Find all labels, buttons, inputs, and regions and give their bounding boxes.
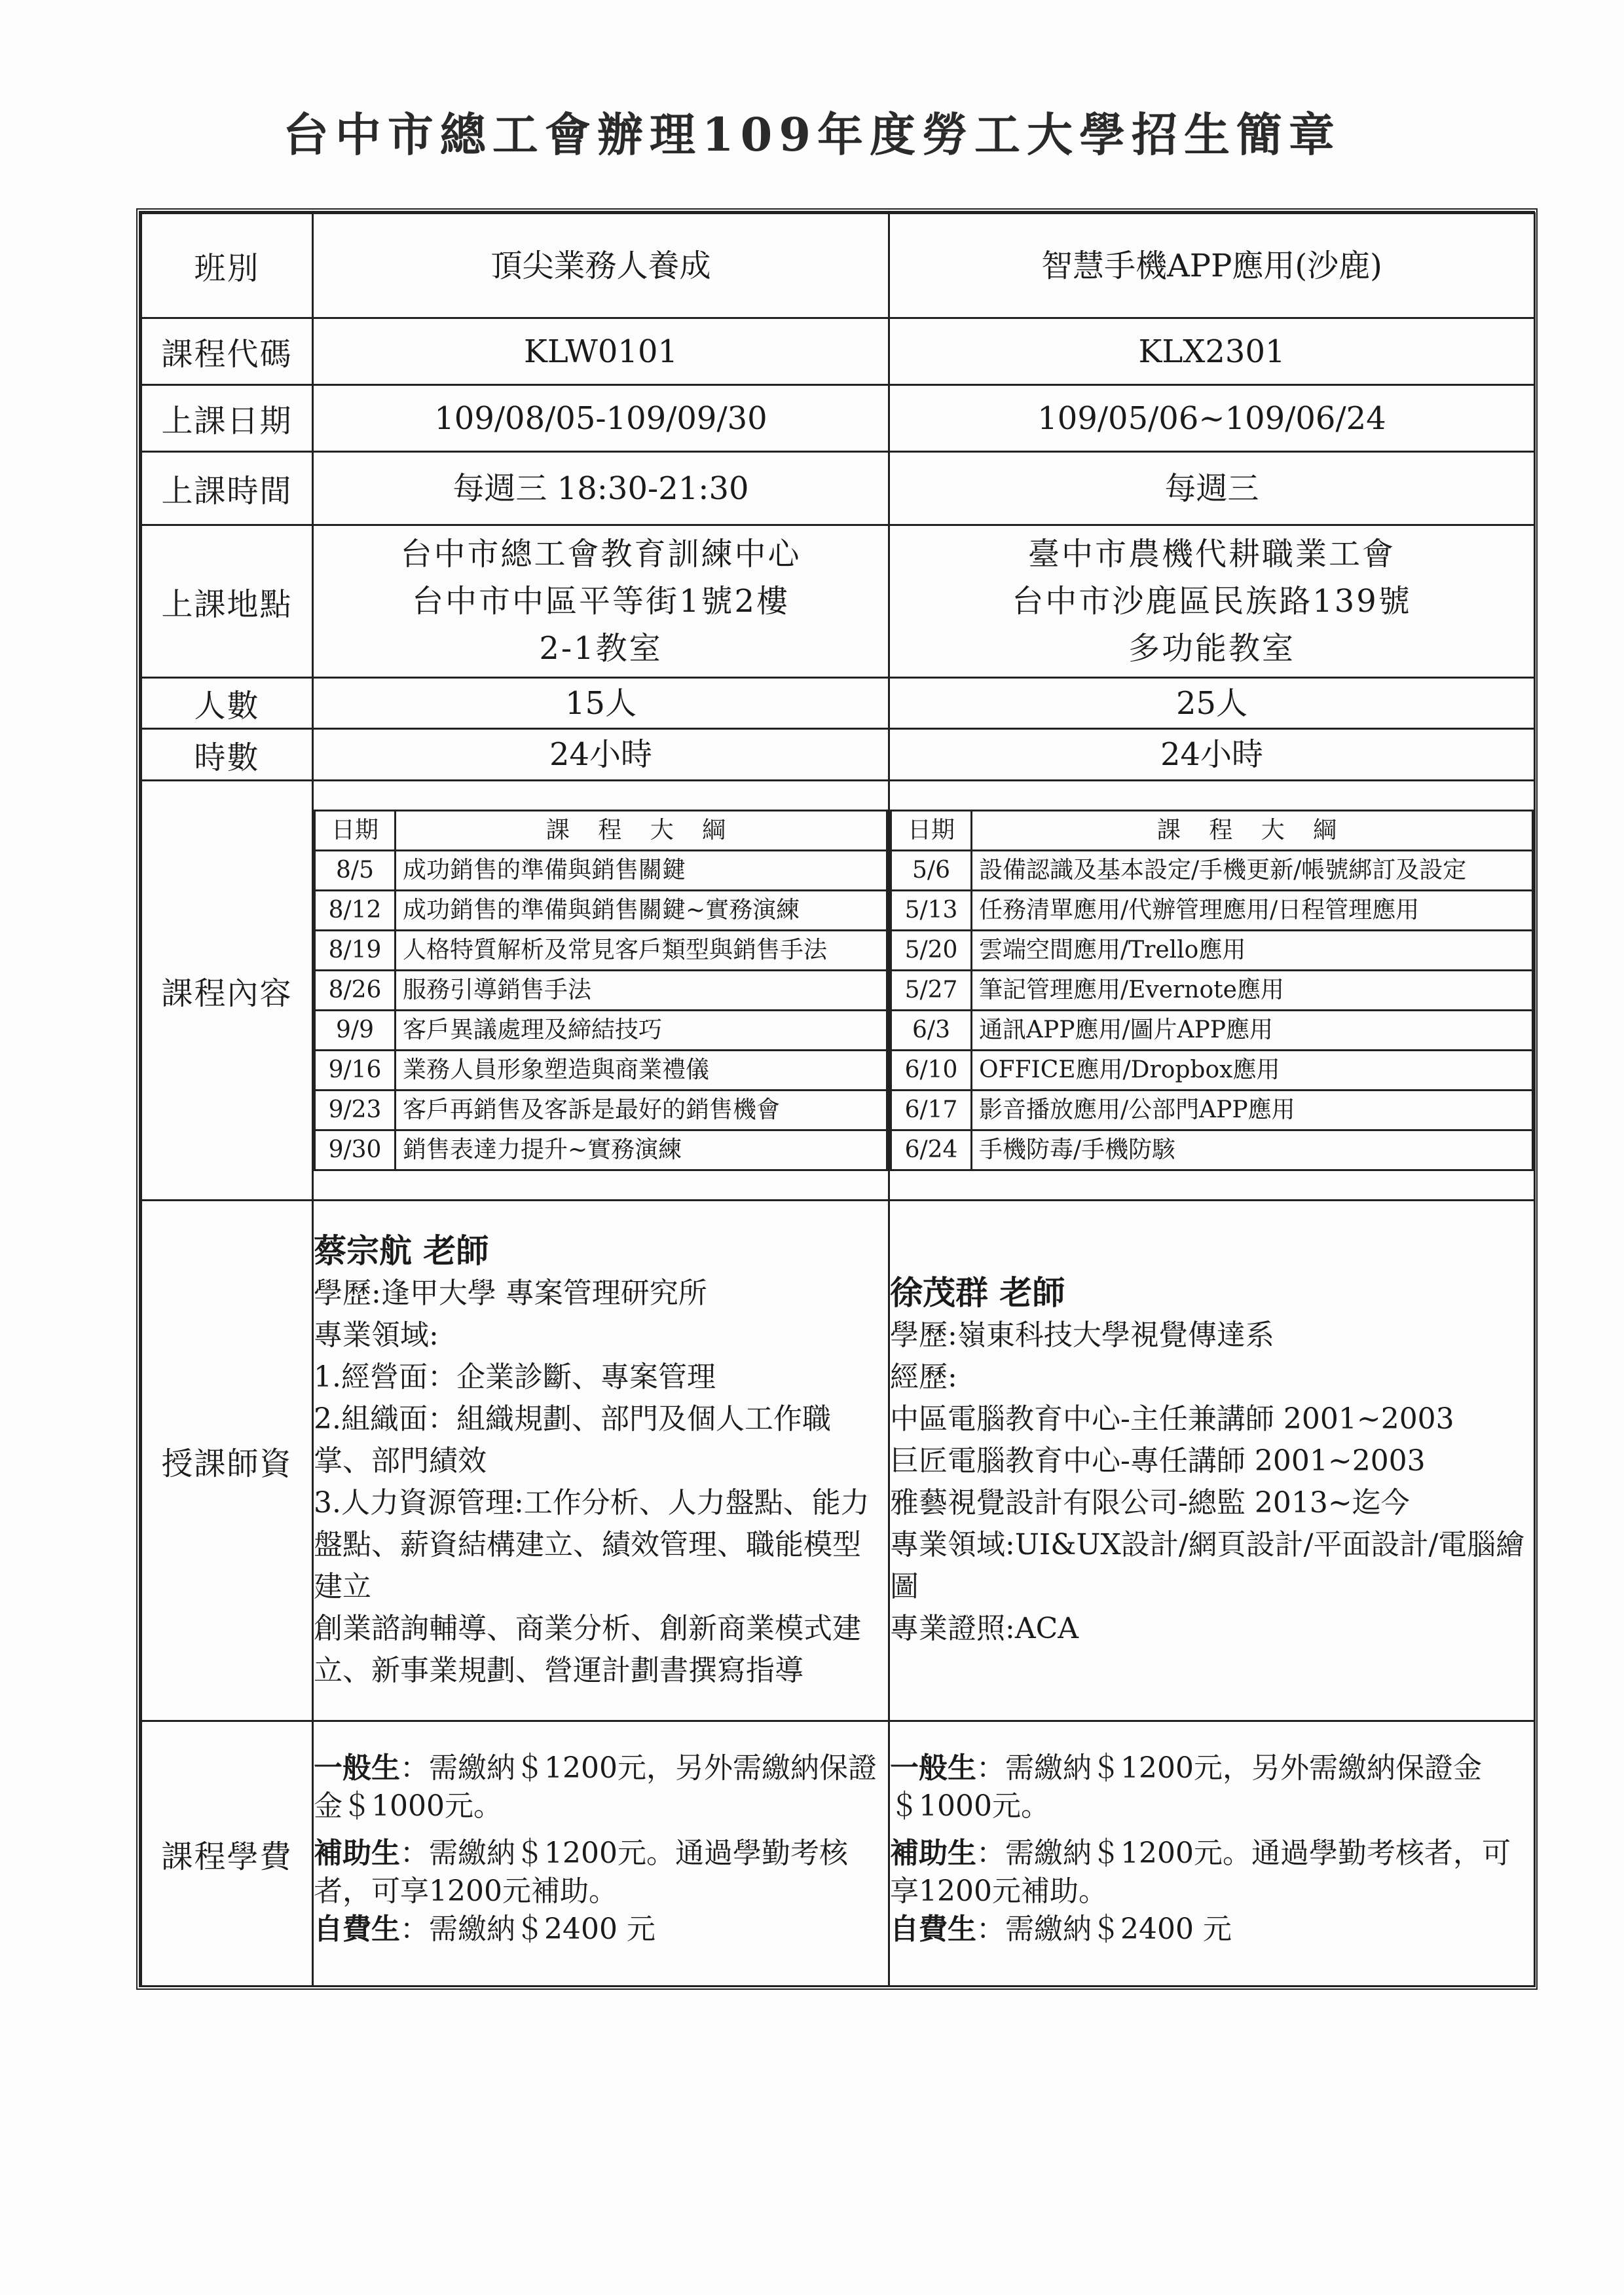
outline-topic: 服務引導銷售手法 [396, 971, 887, 1011]
admission-table [140, 212, 1536, 1987]
outline-topic: 客戶異議處理及締結技巧 [396, 1011, 887, 1051]
outline-header [315, 811, 887, 851]
outline-date: 5/13 [891, 891, 972, 931]
row-hours [141, 729, 1535, 781]
outline-row [891, 1011, 1533, 1051]
teacher-info-line: 學歷:嶺東科技大學視覺傳達系 [890, 1318, 1274, 1352]
place-line: 多功能教室 [1128, 630, 1295, 667]
class-name-right: 智慧手機APP應用(沙鹿) [889, 214, 1535, 318]
teacher-info-line: 經歷: [890, 1360, 957, 1394]
outline-date: 8/26 [315, 971, 396, 1011]
course-time-left: 每週三 18:30-21:30 [313, 452, 889, 525]
label-fee: 課程學費 [141, 1721, 313, 1987]
fee-self-text: ：需繳納＄2400 元 [400, 1912, 655, 1946]
teacher-info-line: 專業領域: [314, 1318, 439, 1352]
outline-row [315, 851, 887, 891]
outline-topic: 筆記管理應用/Evernote應用 [972, 971, 1533, 1011]
fee-self [890, 1911, 1534, 1949]
label-hours: 時數 [141, 729, 313, 781]
label-time: 上課時間 [141, 452, 313, 525]
outline-row [315, 971, 887, 1011]
outline-row [315, 1091, 887, 1130]
outline-topic: 雲端空間應用/Trello應用 [972, 931, 1533, 971]
course-people-right: 25人 [889, 678, 1535, 729]
outline-date: 9/30 [315, 1130, 396, 1170]
outline-row [315, 1130, 887, 1170]
row-content [141, 781, 1535, 1201]
outline-topic: 成功銷售的準備與銷售關鍵~實務演練 [396, 891, 887, 931]
teacher-info-line: 2.組織面：組織規劃、部門及個人工作職掌、部門績效 [314, 1402, 831, 1478]
outline-date: 6/10 [891, 1051, 972, 1091]
teacher-info-line: 巨匠電腦教育中心-專任講師 2001~2003 [890, 1444, 1426, 1478]
course-date-left: 109/08/05-109/09/30 [313, 385, 889, 452]
teacher-info-line: 雅藝視覺設計有限公司-總監 2013~迄今 [890, 1486, 1410, 1520]
row-date [141, 385, 1535, 452]
outline-date: 5/6 [891, 851, 972, 891]
outline-header-date: 日期 [315, 811, 396, 851]
fee-general-label: 一般生 [314, 1751, 400, 1785]
page-title: 台中市總工會辦理109年度勞工大學招生簡章 [282, 107, 1342, 162]
teacher-info-line: 1.經營面：企業診斷、專案管理 [314, 1360, 716, 1394]
outline-right [889, 781, 1535, 1201]
fee-subsidy [890, 1835, 1534, 1911]
teacher-info-line: 3.人力資源管理:工作分析、人力盤點、能力盤點、薪資結構建立、績效管理、職能模型建立 [314, 1486, 870, 1603]
outline-date: 8/19 [315, 931, 396, 971]
course-code-right: KLX2301 [889, 318, 1535, 385]
outline-row [315, 1051, 887, 1091]
course-place-right [889, 525, 1535, 678]
outline-row [891, 971, 1533, 1011]
teacher-info-line: 創業諮詢輔導、商業分析、創新商業模式建立、新事業規劃、營運計劃書撰寫指導 [314, 1612, 861, 1687]
row-fee [141, 1721, 1535, 1987]
outline-header-topic: 課 程 大 綱 [972, 811, 1533, 851]
outline-topic: 手機防毒/手機防駭 [972, 1130, 1533, 1170]
class-name-left: 頂尖業務人養成 [313, 214, 889, 318]
row-teacher [141, 1201, 1535, 1721]
place-line: 臺中市農機代耕職業工會 [1027, 536, 1395, 572]
outline-row [891, 931, 1533, 971]
label-class: 班別 [141, 214, 313, 318]
fee-left [313, 1721, 889, 1987]
fee-self-label: 自費生 [890, 1912, 976, 1946]
outline-date: 6/3 [891, 1011, 972, 1051]
fee-subsidy-label: 補助生 [890, 1837, 976, 1870]
fee-subsidy [314, 1835, 888, 1911]
fee-self-text: ：需繳納＄2400 元 [976, 1912, 1232, 1946]
outline-row [315, 1011, 887, 1051]
fee-right [889, 1721, 1535, 1987]
course-date-right: 109/05/06~109/06/24 [889, 385, 1535, 452]
course-people-left: 15人 [313, 678, 889, 729]
place-line: 台中市中區平等街1號2樓 [411, 583, 790, 620]
fee-subsidy-label: 補助生 [314, 1837, 400, 1870]
outline-date: 5/20 [891, 931, 972, 971]
teacher-info-line: 中區電腦教育中心-主任兼講師 2001~2003 [890, 1402, 1454, 1436]
outline-table-left [314, 810, 888, 1171]
label-teacher: 授課師資 [141, 1201, 313, 1721]
outline-row [315, 931, 887, 971]
outline-topic: 成功銷售的準備與銷售關鍵 [396, 851, 887, 891]
fee-general [314, 1749, 888, 1825]
fee-self [314, 1911, 888, 1949]
fee-general-label: 一般生 [890, 1751, 976, 1785]
place-line: 台中市總工會教育訓練中心 [400, 536, 802, 572]
outline-topic: 業務人員形象塑造與商業禮儀 [396, 1051, 887, 1091]
course-place-left [313, 525, 889, 678]
outline-header-date: 日期 [891, 811, 972, 851]
fee-subsidy-text: ：需繳納＄1200元。通過學勤考核者，可享1200元補助。 [314, 1837, 848, 1908]
label-date: 上課日期 [141, 385, 313, 452]
outline-topic: 銷售表達力提升~實務演練 [396, 1130, 887, 1170]
outline-date: 9/9 [315, 1011, 396, 1051]
course-hours-left: 24小時 [313, 729, 889, 781]
outline-date: 8/12 [315, 891, 396, 931]
label-content: 課程內容 [141, 781, 313, 1201]
teacher-name: 徐茂群 老師 [890, 1273, 1065, 1312]
outline-row [891, 1051, 1533, 1091]
outline-header-topic: 課 程 大 綱 [396, 811, 887, 851]
outline-row [891, 851, 1533, 891]
teacher-name: 蔡宗航 老師 [314, 1231, 489, 1270]
teacher-info-line: 專業證照:ACA [890, 1612, 1079, 1645]
outline-date: 8/5 [315, 851, 396, 891]
fee-subsidy-text: ：需繳納＄1200元。通過學勤考核者，可享1200元補助。 [890, 1837, 1511, 1908]
outline-date: 6/24 [891, 1130, 972, 1170]
row-code [141, 318, 1535, 385]
outline-topic: 客戶再銷售及客訴是最好的銷售機會 [396, 1091, 887, 1130]
outline-topic: 影音播放應用/公部門APP應用 [972, 1091, 1533, 1130]
outline-row [891, 891, 1533, 931]
teacher-right [889, 1201, 1535, 1721]
outline-topic: 任務清單應用/代辦管理應用/日程管理應用 [972, 891, 1533, 931]
fee-general-text: ：需繳納＄1200元，另外需繳納保證金＄1000元。 [314, 1751, 877, 1823]
outline-row [315, 891, 887, 931]
course-code-left: KLW0101 [313, 318, 889, 385]
label-people: 人數 [141, 678, 313, 729]
outline-date: 9/23 [315, 1091, 396, 1130]
label-place: 上課地點 [141, 525, 313, 678]
course-time-right: 每週三 [889, 452, 1535, 525]
row-time [141, 452, 1535, 525]
outline-row [891, 1130, 1533, 1170]
outline-row [891, 1091, 1533, 1130]
outline-header [891, 811, 1533, 851]
outline-date: 9/16 [315, 1051, 396, 1091]
fee-self-label: 自費生 [314, 1912, 400, 1946]
place-line: 台中市沙鹿區民族路139號 [1012, 583, 1412, 620]
outline-topic: 通訊APP應用/圖片APP應用 [972, 1011, 1533, 1051]
outline-topic: 人格特質解析及常見客戶類型與銷售手法 [396, 931, 887, 971]
course-hours-right: 24小時 [889, 729, 1535, 781]
outline-left [313, 781, 889, 1201]
outline-date: 6/17 [891, 1091, 972, 1130]
teacher-info-line: 專業領域:UI&UX設計/網頁設計/平面設計/電腦繪圖 [890, 1528, 1525, 1603]
outline-table-right [890, 810, 1534, 1171]
label-code: 課程代碼 [141, 318, 313, 385]
row-place [141, 525, 1535, 678]
place-line: 2-1教室 [539, 630, 663, 667]
teacher-info-line: 學歷:逢甲大學 專案管理研究所 [314, 1277, 707, 1310]
outline-date: 5/27 [891, 971, 972, 1011]
fee-general-text: ：需繳納＄1200元，另外需繳納保證金＄1000元。 [890, 1751, 1482, 1823]
row-class [141, 214, 1535, 318]
outline-topic: 設備認識及基本設定/手機更新/帳號綁訂及設定 [972, 851, 1533, 891]
fee-general [890, 1749, 1534, 1825]
outline-topic: OFFICE應用/Dropbox應用 [972, 1051, 1533, 1091]
row-people [141, 678, 1535, 729]
teacher-left [313, 1201, 889, 1721]
